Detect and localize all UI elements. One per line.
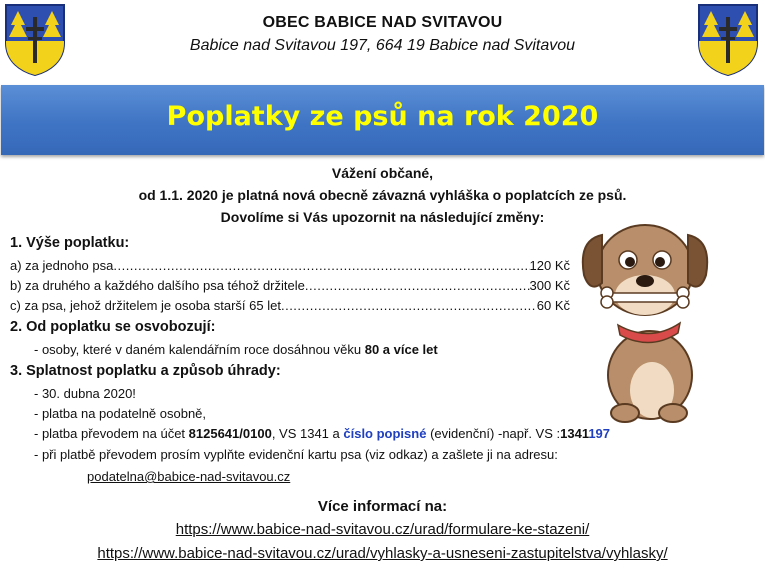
fee-row bbox=[10, 298, 570, 313]
fee-label: a) za jednoho psa bbox=[10, 258, 114, 273]
more-info-title: Více informací na: bbox=[317, 498, 448, 515]
exemption-age: 80 a více let bbox=[364, 342, 438, 357]
forms-link[interactable]: https://www.babice-nad-svitavou.cz/urad/formulare-ke-stazeni/ bbox=[175, 521, 590, 538]
page-title: Poplatky ze psů na rok 2020 bbox=[166, 101, 599, 132]
intro-line-3: Dovolíme si Vás upozornit na následující změny: bbox=[220, 209, 545, 225]
decrees-link[interactable]: https://www.babice-nad-svitavou.cz/urad/vyhlasky-a-usneseni-zastupitelstva/vyhlasky/ bbox=[97, 545, 668, 562]
title-banner bbox=[1, 85, 764, 155]
vs-example-suffix: 197 bbox=[588, 426, 611, 441]
fee-amount: 60 Kč bbox=[536, 298, 570, 313]
house-number-label: číslo popisné bbox=[343, 426, 427, 441]
leader-dots bbox=[113, 258, 529, 273]
fee-label: c) za psa, jehož držitelem je osoba starší 65 let bbox=[10, 298, 281, 313]
municipality-address: Babice nad Svitavou 197, 664 19 Babice nad Svitavou bbox=[189, 37, 576, 54]
transfer-vs: , VS 1341 a bbox=[271, 426, 344, 441]
intro-greeting: Vážení občané, bbox=[331, 165, 434, 181]
dog-mascot-icon bbox=[580, 205, 710, 425]
fee-amount: 300 Kč bbox=[529, 278, 570, 293]
fee-row bbox=[10, 258, 570, 273]
exemption-item bbox=[34, 342, 438, 357]
fee-label: b) za druhého a každého dalšího psa téhož držitele bbox=[10, 278, 305, 293]
leader-dots bbox=[305, 278, 530, 293]
card-item: - při platbě převodem prosím vyplňte evidenční kartu psa (viz odkaz) a zašlete ji na adresu: bbox=[34, 447, 558, 462]
transfer-text: - platba převodem na účet bbox=[34, 426, 189, 441]
section-1-title: 1. Výše poplatku: bbox=[10, 235, 130, 251]
leader-dots bbox=[281, 298, 537, 313]
exemption-text: - osoby, které v daném kalendářním roce dosáhnou věku bbox=[34, 342, 365, 357]
transfer-item bbox=[34, 426, 610, 441]
section-3-title: 3. Splatnost poplatku a způsob úhrady: bbox=[10, 363, 281, 379]
transfer-example-label: (evidenční) -např. VS : bbox=[426, 426, 561, 441]
fee-amount: 120 Kč bbox=[529, 258, 570, 273]
fee-row bbox=[10, 278, 570, 293]
vs-example-prefix: 1341 bbox=[560, 426, 589, 441]
bank-account: 8125641/0100 bbox=[188, 426, 272, 441]
municipality-name: OBEC BABICE NAD SVITAVOU bbox=[262, 14, 503, 31]
intro-line-2: od 1.1. 2020 je platná nová obecně závazná vyhláška o poplatcích ze psů. bbox=[138, 187, 627, 203]
email-link[interactable]: podatelna@babice-nad-svitavou.cz bbox=[87, 469, 291, 484]
in-person-item: - platba na podatelně osobně, bbox=[34, 406, 207, 421]
deadline-item: - 30. dubna 2020! bbox=[34, 386, 136, 401]
section-2-title: 2. Od poplatku se osvobozují: bbox=[10, 319, 216, 335]
